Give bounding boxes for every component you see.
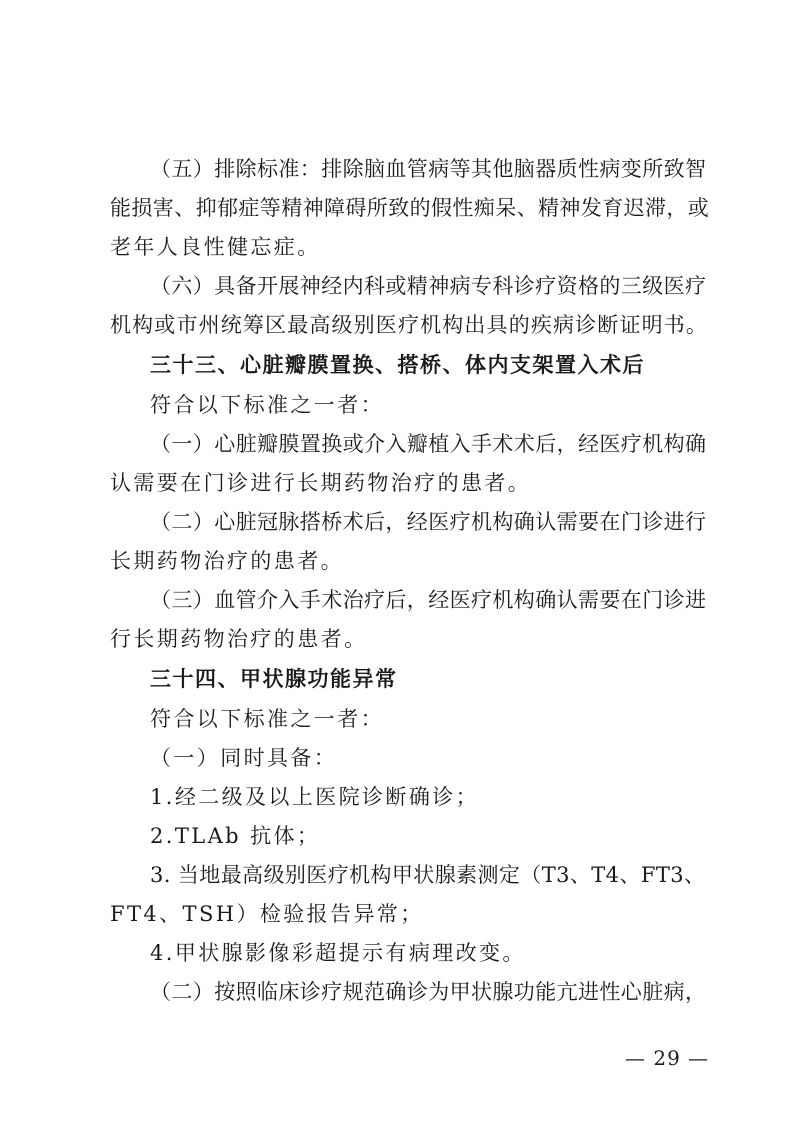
line-text: 3. 当地最高级别医疗机构甲状腺素测定（T3、T4、FT3、: [150, 863, 706, 887]
line-text: 1.经二级及以上医院诊断确诊；: [150, 785, 480, 809]
line-text: 长期药物治疗的患者。: [110, 549, 344, 573]
line-text: （一）同时具备：: [150, 746, 338, 770]
text-line: [0, 585, 800, 615]
line-text: （五）排除标准：排除脑血管病等其他脑器质性病变所致智: [150, 157, 707, 181]
text-line: [0, 193, 800, 223]
text-line: [0, 310, 800, 340]
line-text: （三）血管介入手术治疗后，经医疗机构确认需要在门诊进: [150, 588, 707, 612]
text-line: [0, 546, 800, 576]
line-text: （二）心脏冠脉搭桥术后，经医疗机构确认需要在门诊进行: [150, 510, 707, 534]
text-line: [0, 977, 800, 1007]
text-line: [0, 154, 800, 184]
text-line: [0, 390, 800, 420]
text-line: [0, 507, 800, 537]
line-text: 2.TLAb 抗体；: [150, 824, 321, 848]
text-line: [0, 743, 800, 773]
line-text: 行长期药物治疗的患者。: [110, 627, 368, 651]
line-text: 能损害、抑郁症等精神障碍所致的假性痴呆、精神发育迟滞，或: [110, 196, 710, 220]
text-line: [0, 899, 800, 929]
line-text: 老年人良性健忘症。: [110, 235, 321, 259]
text-line: [0, 624, 800, 654]
line-text: 符合以下标准之一者：: [150, 707, 384, 731]
heading-text: 三十四、甲状腺功能异常: [150, 667, 398, 691]
line-text: 4.甲状腺影像彩超提示有病理改变。: [150, 941, 526, 965]
page-number: — 29 —: [625, 1046, 710, 1070]
line-text: FT4、TSH）检验报告异常；: [110, 902, 424, 926]
text-line: [0, 938, 800, 968]
text-line: [0, 429, 800, 459]
text-line: [0, 782, 800, 812]
text-line: [0, 271, 800, 301]
line-text: （一）心脏瓣膜置换或介入瓣植入手术术后，经医疗机构确: [150, 432, 707, 456]
text-line: [0, 232, 800, 262]
section-heading: [0, 350, 800, 380]
line-text: （六）具备开展神经内科或精神病专科诊疗资格的三级医疗: [150, 274, 707, 298]
text-line: [0, 704, 800, 734]
text-line: [0, 860, 800, 890]
line-text: 符合以下标准之一者：: [150, 393, 384, 417]
text-line: [0, 468, 800, 498]
line-text: 认需要在门诊进行长期药物治疗的患者。: [110, 471, 532, 495]
text-line: [0, 821, 800, 851]
heading-text: 三十三、心脏瓣膜置换、搭桥、体内支架置入术后: [150, 353, 645, 377]
section-heading: [0, 664, 800, 694]
line-text: 机构或市州统筹区最高级别医疗机构出具的疾病诊断证明书。: [110, 313, 709, 337]
line-text: （二）按照临床诊疗规范确诊为甲状腺功能亢进性心脏病，: [150, 980, 707, 1004]
